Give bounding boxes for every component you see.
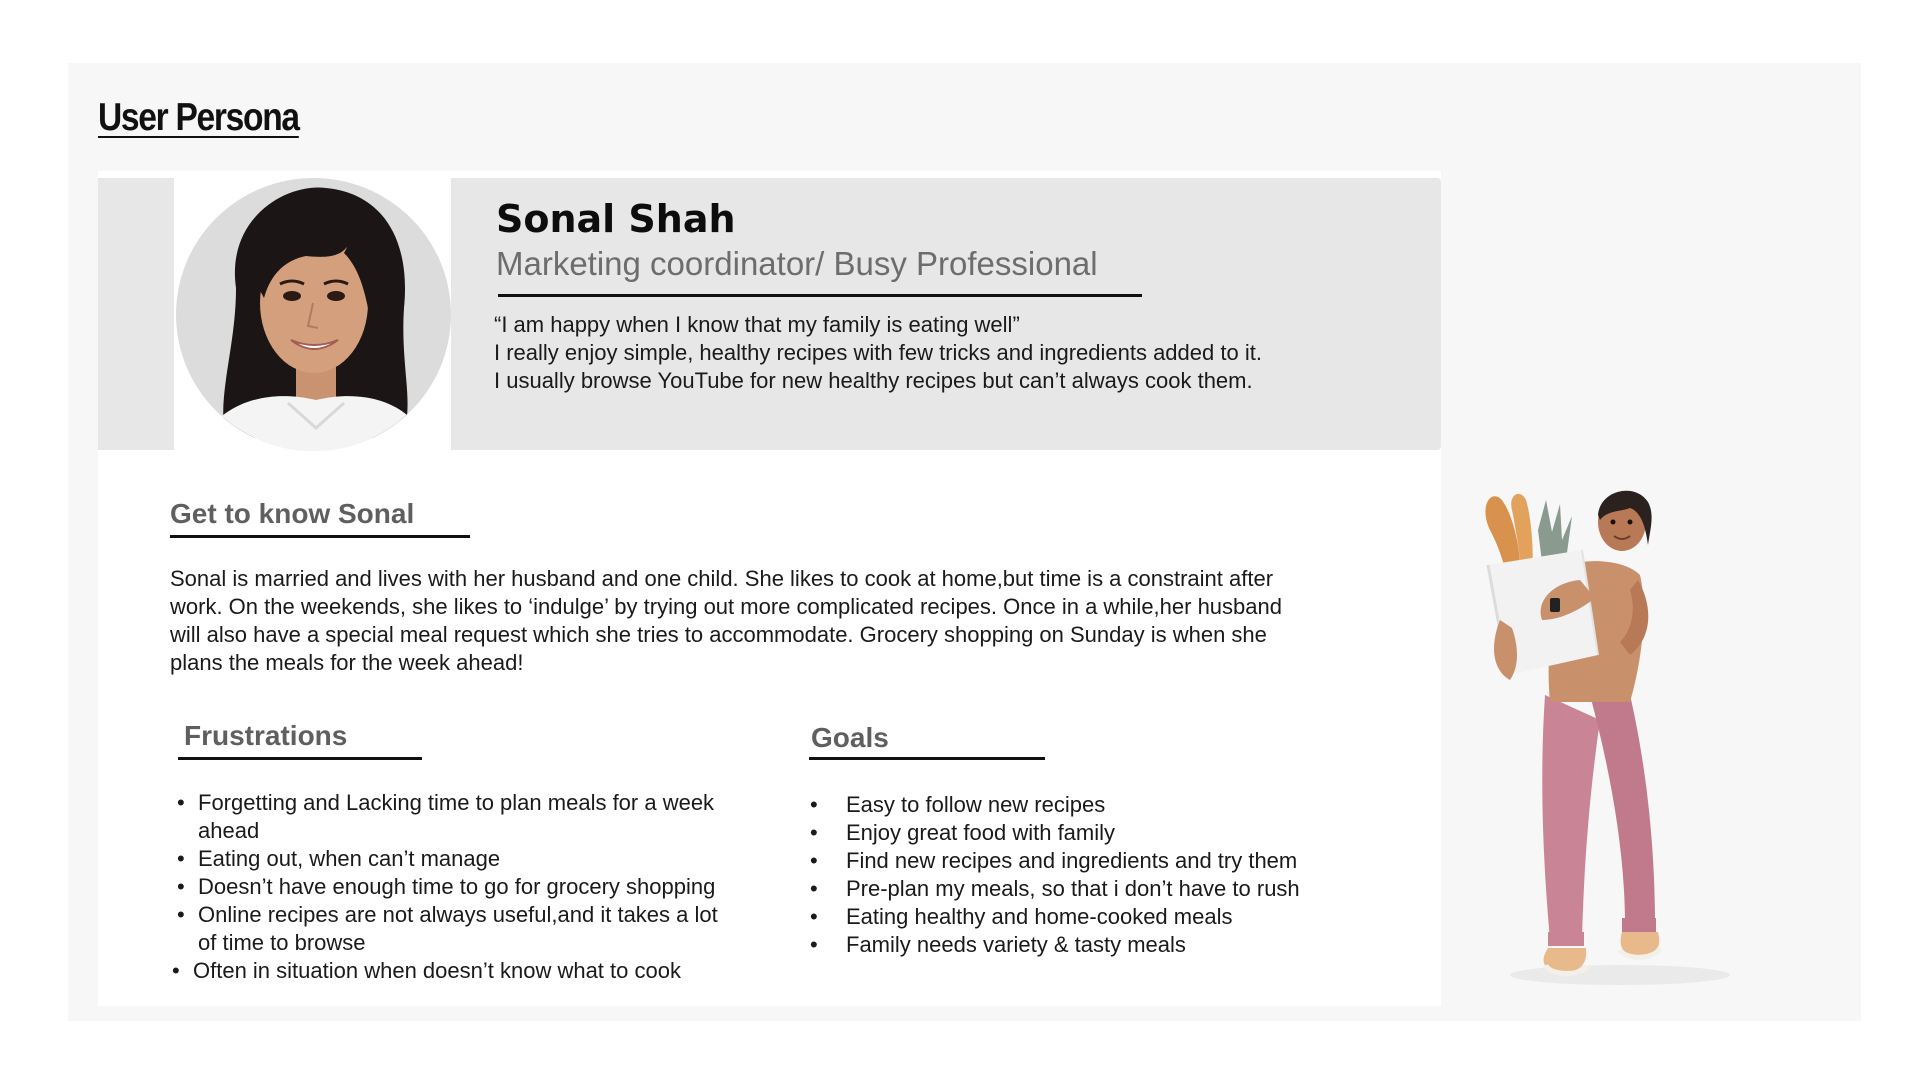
goals-list [810, 791, 1410, 959]
goal-item: • Family needs variety & tasty meals [810, 931, 1410, 959]
frustration-item: • Forgetting and Lacking time to plan meals for a week ahead [175, 789, 735, 845]
goals-heading-rule [809, 757, 1045, 760]
frustration-item: • Eating out, when can’t manage [175, 845, 735, 873]
about-line: work. On the weekends, she likes to ‘indulge’ by trying out more complicated recipes. Once in a while,her husband [170, 594, 1282, 619]
frustrations-heading-rule [178, 757, 422, 760]
about-heading-rule [170, 535, 470, 538]
goal-item: • Find new recipes and ingredients and try them [810, 847, 1410, 875]
frustration-item: • Often in situation when doesn’t know what to cook [170, 957, 735, 985]
goal-item: • Pre-plan my meals, so that i don’t have to rush [810, 875, 1410, 903]
about-line: will also have a special meal request which she tries to accommodate. Grocery shopping on Sunday is when she [170, 622, 1267, 647]
page-title: User Persona [98, 96, 299, 139]
about-line: Sonal is married and lives with her husband and one child. She likes to cook at home,but time is a constraint after [170, 566, 1274, 591]
quote-line: I usually browse YouTube for new healthy recipes but can’t always cook them. [494, 368, 1253, 393]
avatar [176, 178, 451, 451]
goal-item: • Easy to follow new recipes [810, 791, 1410, 819]
frustration-item: • Online recipes are not always useful,and it takes a lot of time to browse [175, 901, 718, 957]
frustrations-heading: Frustrations [184, 720, 348, 751]
quote-line: “I am happy when I know that my family is eating well” [494, 312, 1020, 337]
frustrations-list [175, 789, 735, 985]
frustration-item: • Doesn’t have enough time to go for grocery shopping [175, 873, 735, 901]
goals-heading: Goals [811, 722, 889, 753]
about-heading: Get to know Sonal [170, 498, 415, 529]
persona-name: Sonal Shah [496, 197, 736, 241]
quote-line: I really enjoy simple, healthy recipes with few tricks and ingredients added to it. [494, 340, 1262, 365]
about-text [170, 565, 1370, 677]
persona-card [98, 171, 1441, 1006]
persona-quote [494, 311, 1262, 395]
shopper-with-grocery-bag-illustration [1450, 470, 1730, 1010]
goal-item: • Enjoy great food with family [810, 819, 1410, 847]
goal-item: • Eating healthy and home-cooked meals [810, 903, 1410, 931]
name-divider [498, 294, 1142, 297]
about-line: plans the meals for the week ahead! [170, 650, 524, 675]
persona-role: Marketing coordinator/ Busy Professional [496, 245, 1098, 282]
